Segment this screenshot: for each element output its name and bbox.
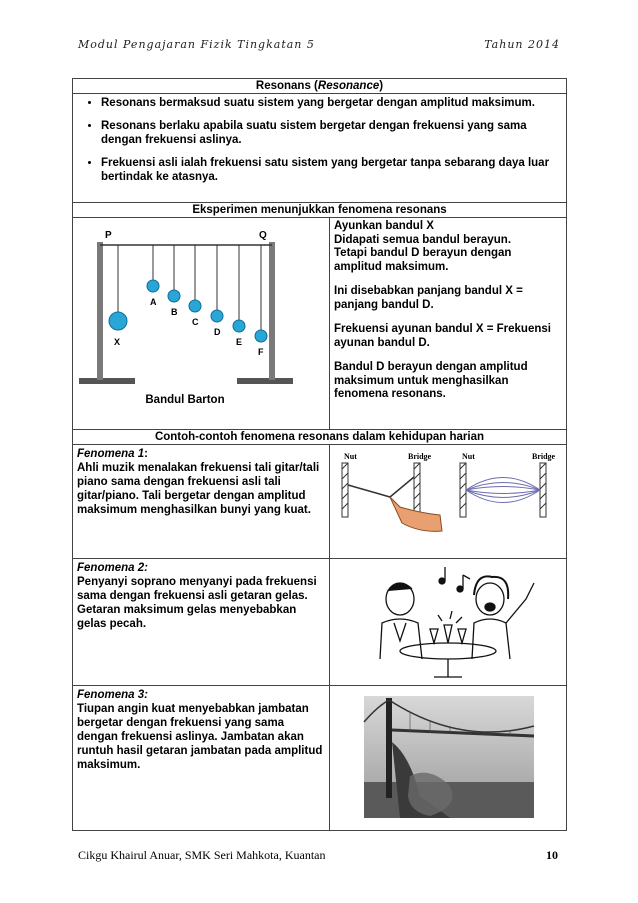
phenomenon-1-colon: :	[144, 448, 148, 460]
header-year: Tahun 2014	[484, 38, 560, 51]
definition-item: • Resonans berlaku apabila suatu sistem bergetar dengan frekuensi yang sama dengan frekuensi aslinya.	[101, 119, 566, 147]
phenomenon-1-title: Fenomena 1	[77, 448, 145, 460]
explanation-para: Ayunkan bandul X Didapati semua bandul berayun. Tetapi bandul D berayun dengan amplitud maksimum.	[334, 220, 512, 273]
label-bridge-1: Bridge	[408, 452, 432, 461]
bridge-block-2	[540, 463, 546, 517]
section-title-text: Resonans (	[255, 80, 318, 92]
wine-glass-icon	[430, 629, 438, 643]
plucked-string	[348, 477, 414, 497]
header-title: Modul Pengajaran Fizik Tingkatan 5	[78, 38, 315, 51]
label-c: C	[192, 317, 199, 327]
bob-c	[189, 300, 201, 312]
section-title-close: )	[379, 80, 384, 92]
label-bridge-2: Bridge	[532, 452, 556, 461]
definition-item: • Frekuensi asli ialah frekuensi satu sistem yang bergetar tanpa sebarang daya luar bertindak ke atasnya.	[101, 156, 566, 184]
tacoma-bridge-photo	[330, 686, 566, 826]
label-x: X	[114, 337, 121, 347]
right-pole	[269, 242, 275, 380]
label-e: E	[236, 337, 243, 347]
label-a: A	[150, 297, 157, 307]
section-title	[73, 79, 567, 94]
diagram-caption: Bandul Barton	[145, 394, 225, 406]
explanation-para: Bandul D berayun dengan amplitud maksimum untuk menghasilkan fenomena resonans.	[334, 361, 528, 400]
guitar-string-image-cell	[330, 445, 567, 559]
section-title-italic: Resonance	[317, 80, 380, 92]
phenomenon-3-title: Fenomena 3:	[77, 689, 148, 701]
bob-e	[233, 320, 245, 332]
label-nut-1: Nut	[344, 452, 357, 461]
finger-icon	[390, 497, 442, 531]
experiment-title: Eksperimen menunjukkan fenomena resonans	[73, 203, 567, 218]
phenomenon-2-desc: Penyanyi soprano menyanyi pada frekuensi sama dengan frekuensi asli getaran gelas. Getaran maksimum gelas menyebabkan gelas pecah.	[77, 576, 317, 630]
woman-arm-icon	[506, 583, 534, 623]
definition-item: • Resonans bermaksud suatu sistem yang bergetar dengan amplitud maksimum.	[101, 96, 566, 110]
table-icon	[400, 643, 496, 659]
nut-block-2	[460, 463, 466, 517]
phenomenon-2-text	[73, 559, 330, 686]
label-b: B	[171, 307, 178, 317]
broken-glass-icon	[444, 625, 452, 643]
soprano-image-cell	[330, 559, 567, 686]
label-f: F	[258, 347, 264, 357]
explanation-para: Ini disebabkan panjang bandul X = panjang bandul D.	[334, 285, 523, 311]
phenomenon-2-title: Fenomena 2:	[77, 562, 148, 574]
bob-x	[109, 312, 127, 330]
soprano-glass-illustration	[330, 559, 566, 681]
footer-author: Cikgu Khairul Anuar, SMK Seri Mahkota, Kuantan	[78, 848, 326, 862]
definition-list	[73, 96, 566, 184]
bob-a	[147, 280, 159, 292]
experiment-explanation	[330, 218, 567, 430]
music-note-icon	[439, 578, 445, 584]
bridge-tower-icon	[386, 698, 392, 798]
page-number: 10	[546, 848, 558, 862]
music-note-icon	[457, 586, 463, 592]
label-d: D	[214, 327, 221, 337]
phenomenon-1-desc: Ahli muzik menalakan frekuensi tali gitar/tali piano sama dengan frekuensi asli tali gitar/piano. Tali bergetar dengan amplitud maksimum menghasilkan bunyi yang kuat.	[77, 462, 320, 516]
string-vibration-wave	[466, 478, 540, 503]
bridge-image-cell	[330, 686, 567, 831]
bob-d	[211, 310, 223, 322]
phenomenon-1-text	[73, 445, 330, 559]
right-base	[237, 378, 293, 384]
woman-body-icon	[472, 619, 510, 659]
guitar-string-illustration	[330, 445, 566, 555]
left-pole	[97, 242, 103, 380]
label-nut-2: Nut	[462, 452, 475, 461]
label-q: Q	[259, 230, 267, 241]
content-table	[72, 78, 567, 831]
nut-block-1	[342, 463, 348, 517]
phenomenon-3-text	[73, 686, 330, 831]
bridge-block-1	[414, 463, 420, 517]
bob-b	[168, 290, 180, 302]
left-base	[79, 378, 135, 384]
barton-pendulum-cell	[73, 218, 330, 430]
definition-cell	[73, 94, 567, 203]
barton-pendulum-diagram	[73, 218, 297, 426]
phenomenon-3-desc: Tiupan angin kuat menyebabkan jambatan bergetar dengan frekuensi yang sama dengan frekuensi aslinya. Jambatan akan runtuh hasil getaran jambatan pada amplitud maksimum.	[77, 703, 323, 771]
label-p: P	[105, 230, 112, 241]
examples-title: Contoh-contoh fenomena resonans dalam kehidupan harian	[73, 430, 567, 445]
explanation-para: Frekuensi ayunan bandul X = Frekuensi ayunan bandul D.	[334, 323, 551, 349]
bob-f	[255, 330, 267, 342]
